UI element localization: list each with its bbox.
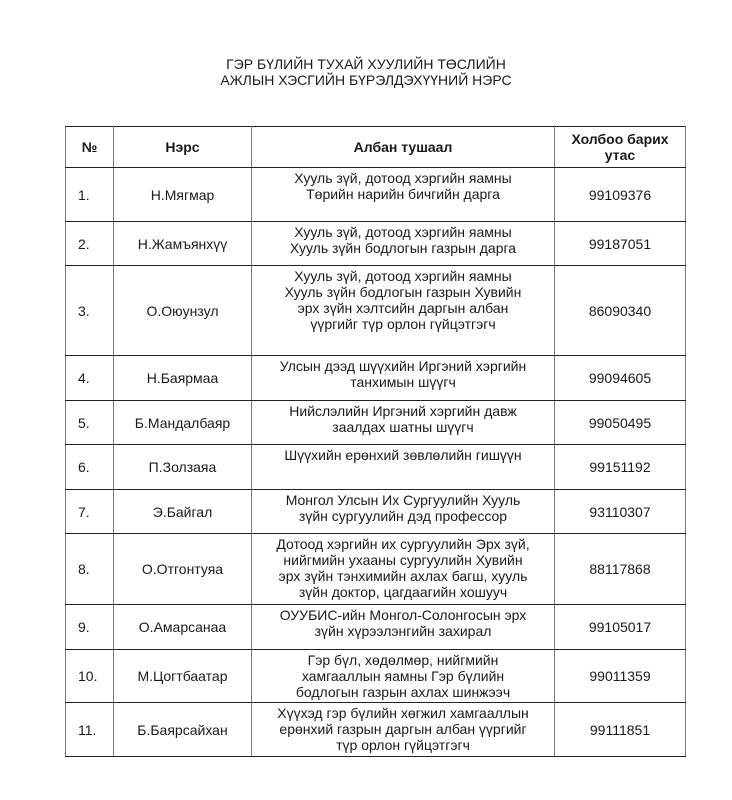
cell-position xyxy=(252,650,555,703)
cell-number: 7. xyxy=(66,490,114,534)
position-text-line: Хүүхэд гэр бүлийн хөгжил хамгааллын xyxy=(277,705,529,721)
column-header-phone: Холбоо барих утас xyxy=(555,127,686,168)
position-text-line: Хууль зүйн бодлогын газрын Хувийн xyxy=(284,284,522,300)
members-table xyxy=(65,126,686,757)
cell-number: 8. xyxy=(66,534,114,605)
cell-position xyxy=(252,356,555,401)
table-row xyxy=(66,605,686,650)
cell-phone: 99011359 xyxy=(555,650,686,703)
cell-phone: 99109376 xyxy=(555,168,686,222)
position-text-line: танхимын шүүгч xyxy=(350,374,456,390)
position-text-line: Шүүхийн ерөнхий зөвлөлийн гишүүн xyxy=(284,447,522,463)
cell-name: Б.Баярсайхан xyxy=(114,703,252,757)
cell-number: 2. xyxy=(66,222,114,266)
cell-phone: 99094605 xyxy=(555,356,686,401)
position-text-line: Хууль зүйн бодлогын газрын дарга xyxy=(289,240,517,256)
position-text-line: Улсын дээд шүүхийн Иргэний хэргийн xyxy=(279,358,527,374)
column-header-name: Нэрс xyxy=(114,127,252,168)
position-text-line: үүргийг түр орлон гүйцэтгэгч xyxy=(310,316,496,332)
position-text-line: Хууль зүй, дотоод хэргийн яамны xyxy=(294,224,512,240)
document-title-line-2: АЖЛЫН ХЭСГИЙН БҮРЭЛДЭХҮҮНИЙ НЭРС xyxy=(220,72,512,88)
position-text-line: хамгааллын яамны Гэр бүлийн xyxy=(301,668,505,684)
cell-phone: 86090340 xyxy=(555,266,686,356)
cell-position xyxy=(252,445,555,490)
table-row xyxy=(66,650,686,703)
cell-phone: 99111851 xyxy=(555,703,686,757)
cell-phone: 93110307 xyxy=(555,490,686,534)
cell-number: 6. xyxy=(66,445,114,490)
position-text-line: Нийслэлийн Иргэний хэргийн давж xyxy=(289,403,517,419)
table-row xyxy=(66,703,686,757)
position-text-line: Төрийн нарийн бичгийн дарга xyxy=(306,186,500,202)
position-text-line: зүйн доктор, цагдаагийн хошууч xyxy=(298,584,508,600)
cell-number: 10. xyxy=(66,650,114,703)
cell-name: Н.Жамъянхүү xyxy=(114,222,252,266)
cell-name: П.Золзаяа xyxy=(114,445,252,490)
table-row xyxy=(66,266,686,356)
cell-position xyxy=(252,605,555,650)
position-text-line: Хууль зүй, дотоод хэргийн яамны xyxy=(294,170,512,186)
cell-number: 4. xyxy=(66,356,114,401)
position-text-line: эрх зүйн хэлтсийн даргын албан xyxy=(297,300,509,316)
column-header-number: № xyxy=(66,127,114,168)
cell-phone: 99187051 xyxy=(555,222,686,266)
cell-number: 11. xyxy=(66,703,114,757)
document-title xyxy=(0,56,732,88)
cell-name: Э.Байгал xyxy=(114,490,252,534)
cell-number: 1. xyxy=(66,168,114,222)
table-row xyxy=(66,490,686,534)
table-header xyxy=(66,127,686,168)
cell-name: М.Цогтбаатар xyxy=(114,650,252,703)
table-header-row xyxy=(66,127,686,168)
position-text-line: түр орлон гүйцэтгэгч xyxy=(336,737,470,753)
cell-name: О.Амарсанаа xyxy=(114,605,252,650)
position-text-line: нийгмийн ухааны сургуулийн Хувийн xyxy=(283,552,523,568)
position-text-line: ОУУБИС-ийн Монгол-Солонгосын эрх xyxy=(279,607,527,623)
cell-name: О.Оюунзул xyxy=(114,266,252,356)
cell-name: Н.Баярмаа xyxy=(114,356,252,401)
position-text-line: ерөнхий газрын даргын албан үүргийг xyxy=(279,721,527,737)
cell-name: Б.Мандалбаяр xyxy=(114,401,252,445)
cell-phone: 99050495 xyxy=(555,401,686,445)
table-row xyxy=(66,168,686,222)
cell-name: Н.Мягмар xyxy=(114,168,252,222)
table-row xyxy=(66,222,686,266)
position-text-line: Хууль зүй, дотоод хэргийн яамны xyxy=(294,268,512,284)
cell-number: 3. xyxy=(66,266,114,356)
position-text-line: Дотоод хэргийн их сургуулийн Эрх зүй, xyxy=(276,536,530,552)
position-text-line: эрх зүйн тэнхимийн ахлах багш, хууль xyxy=(278,568,528,584)
cell-number: 9. xyxy=(66,605,114,650)
cell-position xyxy=(252,703,555,757)
position-text-line: Монгол Улсын Их Сургуулийн Хууль xyxy=(285,492,521,508)
table-body xyxy=(66,168,686,757)
cell-name: О.Отгонтуяа xyxy=(114,534,252,605)
cell-position xyxy=(252,222,555,266)
cell-phone: 88117868 xyxy=(555,534,686,605)
cell-phone: 99105017 xyxy=(555,605,686,650)
cell-position xyxy=(252,266,555,356)
table-row xyxy=(66,445,686,490)
position-text-line: бодлогын газрын ахлах шинжээч xyxy=(295,684,511,700)
cell-position xyxy=(252,490,555,534)
position-text-line: зүйн сургуулийн дэд профессор xyxy=(298,508,508,524)
cell-position xyxy=(252,401,555,445)
cell-position xyxy=(252,534,555,605)
column-header-position: Албан тушаал xyxy=(252,127,555,168)
cell-phone: 99151192 xyxy=(555,445,686,490)
position-text-line: Гэр бүл, хөдөлмөр, нийгмийн xyxy=(307,652,499,668)
cell-position xyxy=(252,168,555,222)
table-row xyxy=(66,534,686,605)
position-text-line: зүйн хүрээлэнгийн захирал xyxy=(314,623,492,639)
position-text-line: заалдах шатны шүүгч xyxy=(332,419,474,435)
table-row xyxy=(66,401,686,445)
table-row xyxy=(66,356,686,401)
cell-number: 5. xyxy=(66,401,114,445)
document-title-line-1: ГЭР БҮЛИЙН ТУХАЙ ХУУЛИЙН ТӨСЛИЙН xyxy=(226,56,506,72)
